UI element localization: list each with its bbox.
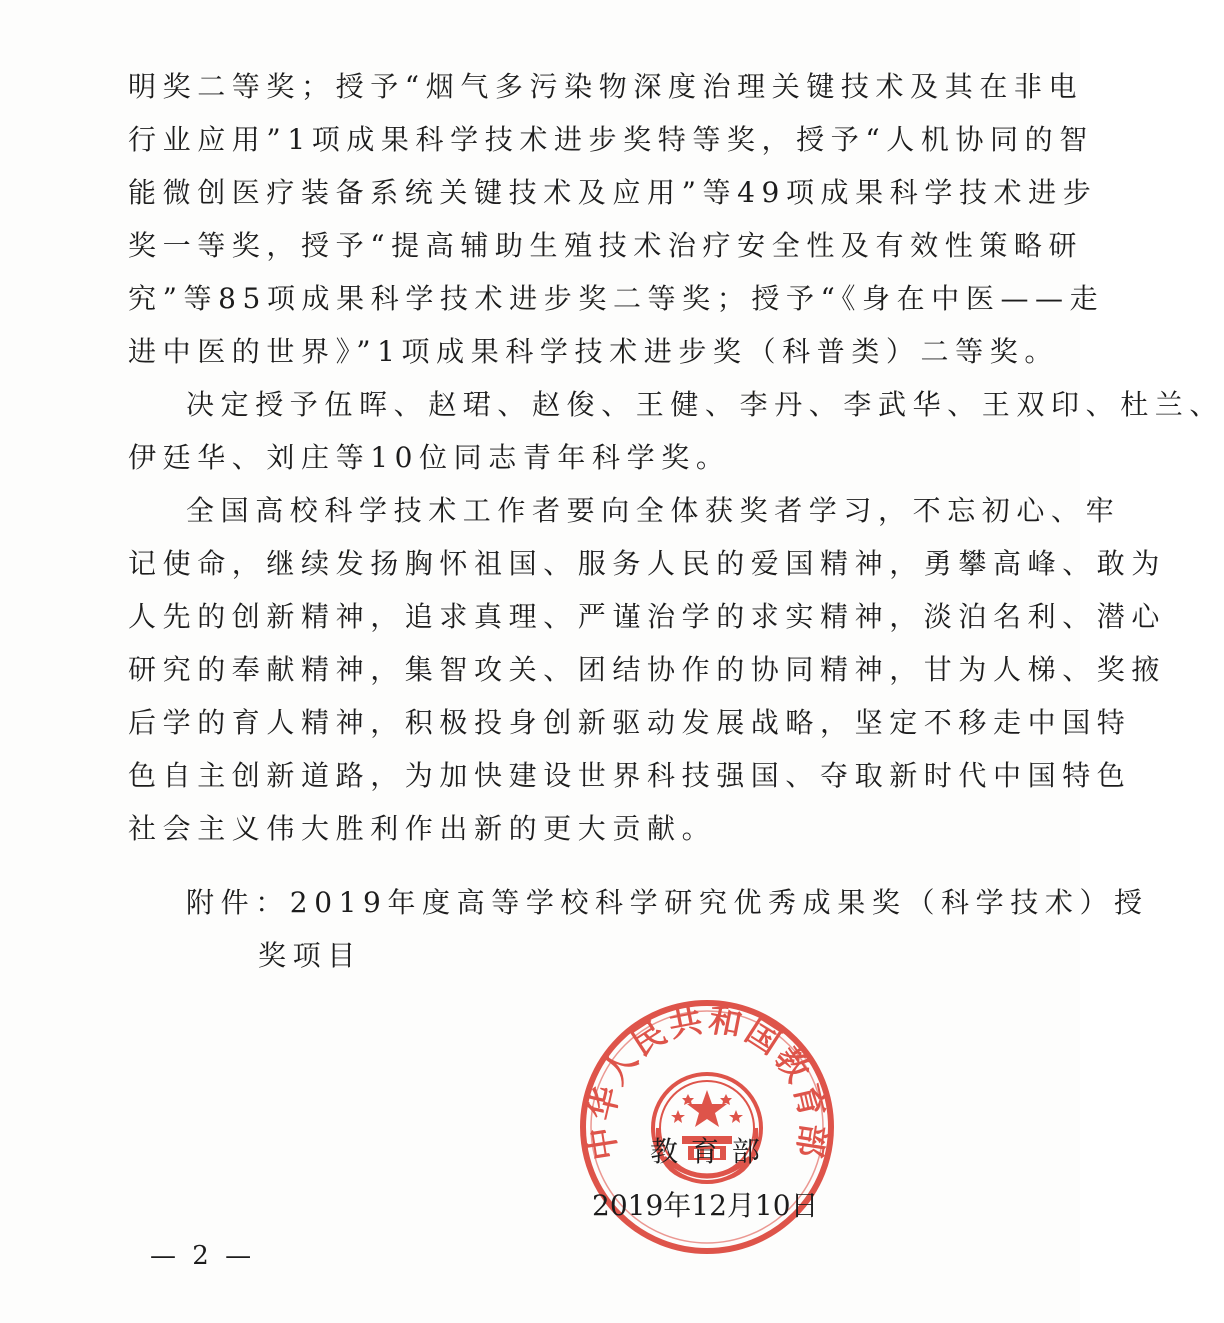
svg-text:中华人民共和国教育部: 中华人民共和国教育部	[580, 999, 834, 1163]
body-line: 行业应用”1项成果科学技术进步奖特等奖，授予“人机协同的智	[128, 123, 1094, 156]
body-line: 奖一等奖，授予“提高辅助生殖技术治疗安全性及有效性策略研	[128, 229, 1084, 262]
issue-date: 2019年12月10日	[592, 1189, 819, 1222]
body-line: 后学的育人精神，积极投身创新驱动发展战略，坚定不移走中国特	[128, 706, 1132, 739]
body-line: 究”等85项成果科学技术进步奖二等奖；授予“《身在中医——走	[128, 282, 1105, 315]
body-line: 社会主义伟大胜利作出新的更大贡献。	[128, 812, 717, 845]
body-line: 伊廷华、刘庄等10位同志青年科学奖。	[128, 441, 731, 474]
body-line: 明奖二等奖；授予“烟气多污染物深度治理关键技术及其在非电	[128, 70, 1084, 103]
page-number: — 2 —	[150, 1241, 256, 1271]
attachment-line-cont: 奖项目	[258, 939, 362, 972]
attachment-line: 附件：2019年度高等学校科学研究优秀成果奖（科学技术）授	[186, 886, 1149, 919]
issuing-authority: 教 育 部	[650, 1135, 762, 1168]
body-line: 能微创医疗装备系统关键技术及应用”等49项成果科学技术进步	[128, 176, 1098, 209]
body-line: 进中医的世界》”1项成果科学技术进步奖（科普类）二等奖。	[128, 335, 1059, 368]
body-line: 决定授予伍晖、赵珺、赵俊、王健、李丹、李武华、王双印、杜兰、	[186, 388, 1224, 421]
body-line: 研究的奉献精神，集智攻关、团结协作的协同精神，甘为人梯、奖掖	[128, 653, 1167, 686]
body-line: 全国高校科学技术工作者要向全体获奖者学习，不忘初心、牢	[186, 494, 1121, 527]
body-line: 色自主创新道路，为加快建设世界科技强国、夺取新时代中国特色	[128, 759, 1132, 792]
body-line: 人先的创新精神，追求真理、严谨治学的求实精神，淡泊名利、潜心	[128, 600, 1167, 633]
body-line: 记使命，继续发扬胸怀祖国、服务人民的爱国精神，勇攀高峰、敢为	[128, 547, 1167, 580]
